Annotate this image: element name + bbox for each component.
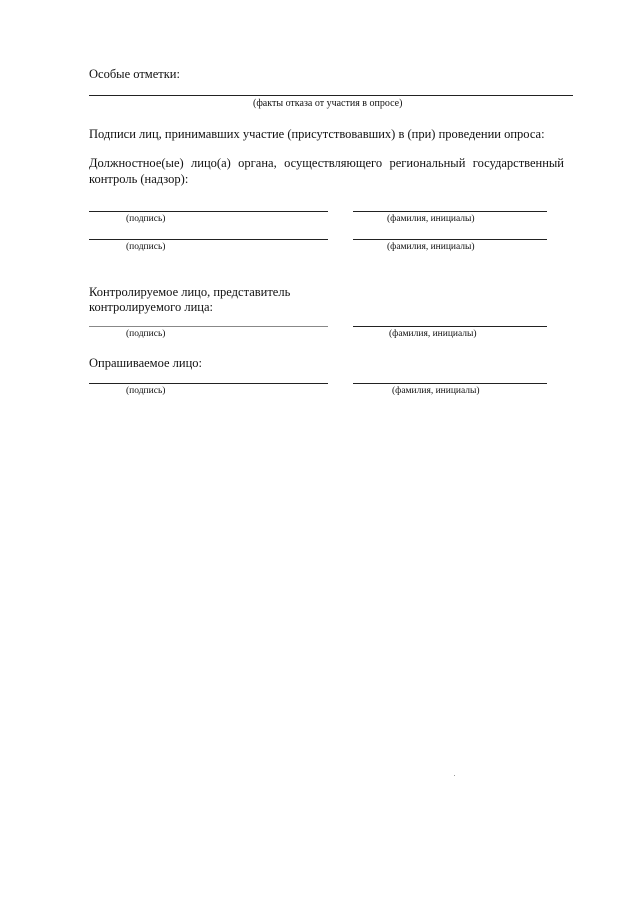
official-name-line-2[interactable] bbox=[353, 239, 547, 240]
special-notes-label: Особые отметки: bbox=[89, 67, 180, 81]
official-signature-line-2[interactable] bbox=[89, 239, 328, 240]
controlled-person-signature-line[interactable] bbox=[89, 326, 328, 327]
respondent-name-line[interactable] bbox=[353, 383, 547, 384]
official-name-caption-2: (фамилия, инициалы) bbox=[387, 242, 475, 252]
respondent-label: Опрашиваемое лицо: bbox=[89, 356, 202, 370]
scan-speck bbox=[454, 775, 455, 776]
controlled-person-name-line[interactable] bbox=[353, 326, 547, 327]
signatures-intro: Подписи лиц, принимавших участие (присутствовавших) в (при) проведении опроса: bbox=[89, 127, 545, 141]
controlled-person-signature-caption: (подпись) bbox=[126, 329, 166, 339]
controlled-person-label-line2: контролируемого лица: bbox=[89, 300, 213, 314]
official-name-line-1[interactable] bbox=[353, 211, 547, 212]
respondent-signature-caption: (подпись) bbox=[126, 386, 166, 396]
official-signature-line-1[interactable] bbox=[89, 211, 328, 212]
respondent-signature-line[interactable] bbox=[89, 383, 328, 384]
special-notes-caption: (факты отказа от участия в опросе) bbox=[253, 98, 403, 109]
official-signature-caption-2: (подпись) bbox=[126, 242, 166, 252]
official-label-line1: Должностное(ые) лицо(а) органа, осуществляющего региональный государственный bbox=[89, 156, 564, 170]
respondent-name-caption: (фамилия, инициалы) bbox=[392, 386, 480, 396]
special-notes-line bbox=[89, 95, 573, 96]
controlled-person-name-caption: (фамилия, инициалы) bbox=[389, 329, 477, 339]
official-signature-caption-1: (подпись) bbox=[126, 214, 166, 224]
official-label-line2: контроль (надзор): bbox=[89, 172, 189, 186]
official-name-caption-1: (фамилия, инициалы) bbox=[387, 214, 475, 224]
controlled-person-label-line1: Контролируемое лицо, представитель bbox=[89, 285, 291, 299]
